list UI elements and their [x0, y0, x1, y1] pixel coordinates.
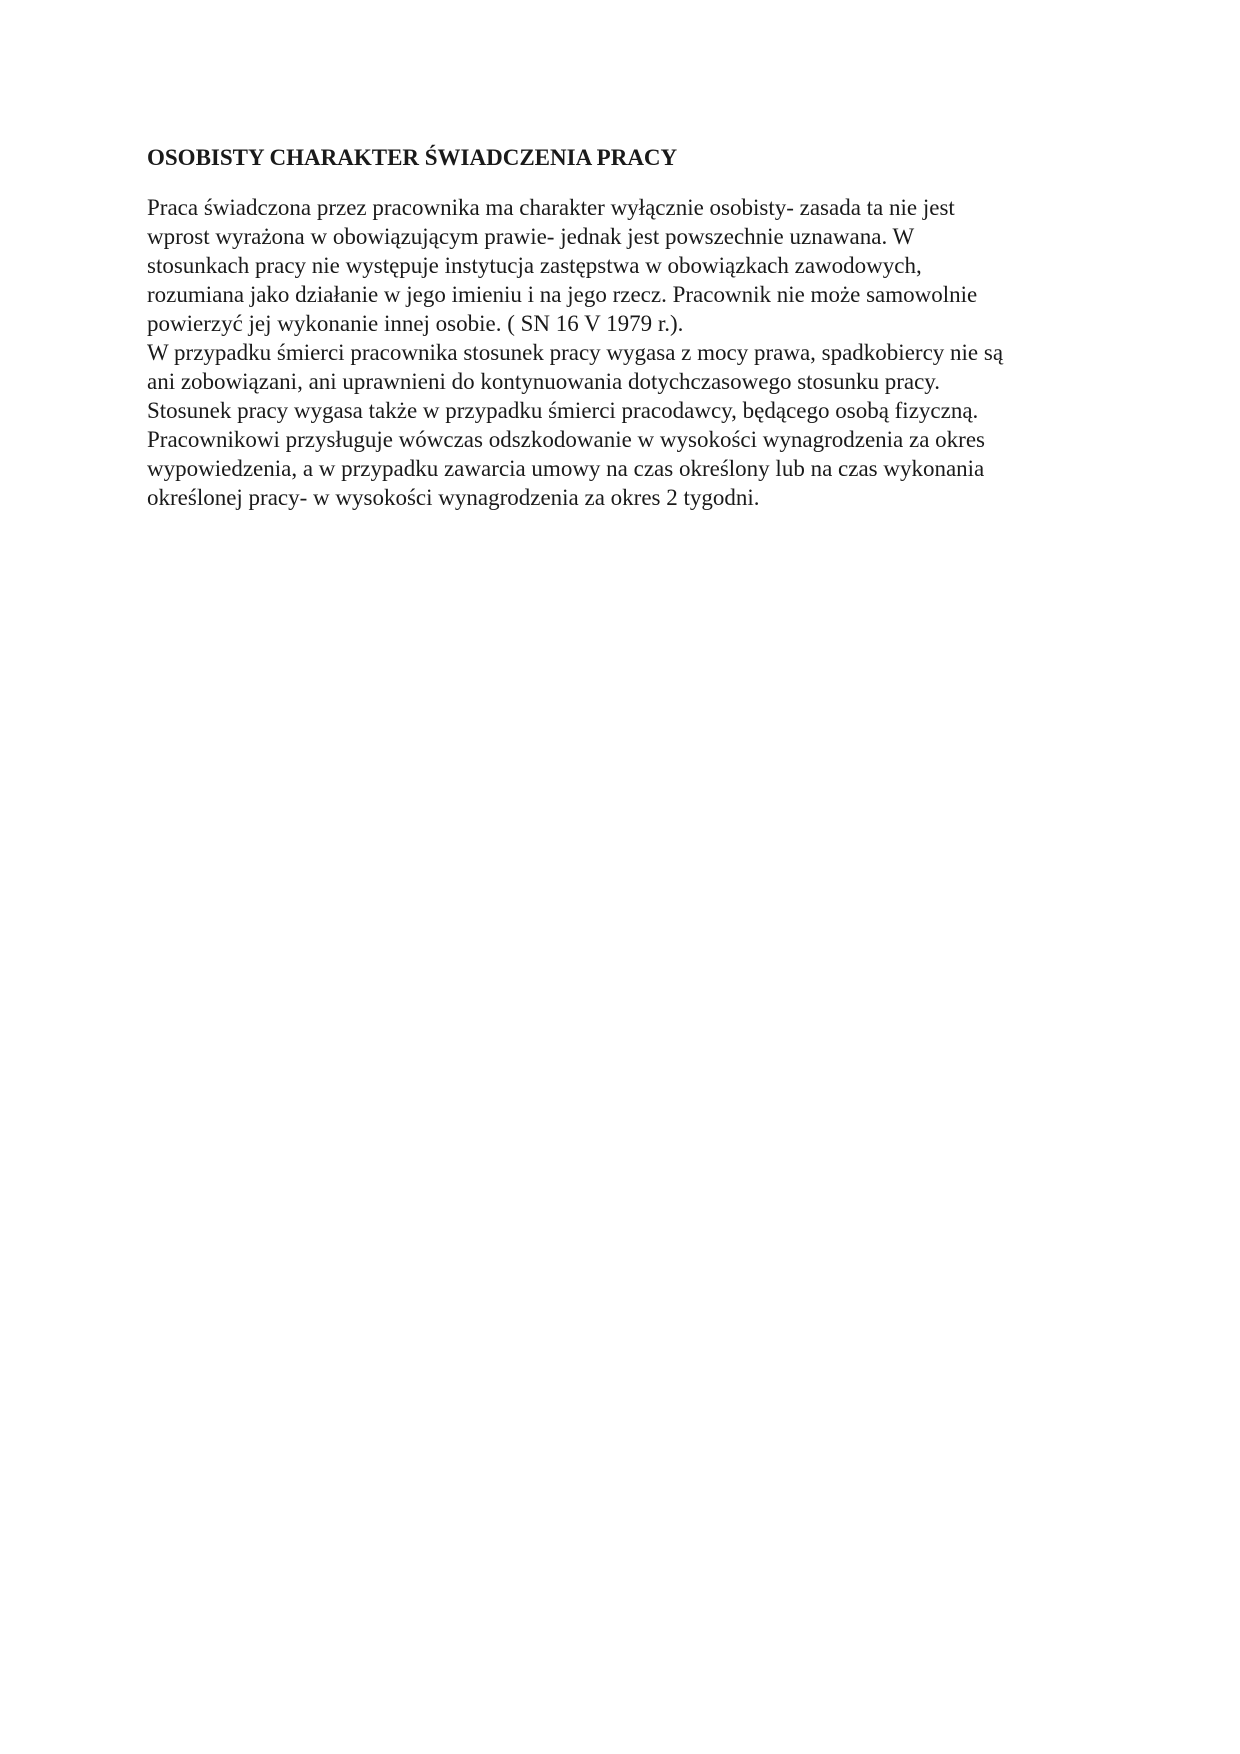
body-line: wypowiedzenia, a w przypadku zawarcia umowy na czas określony lub na czas wykonania	[147, 456, 985, 481]
body-line: wprost wyrażona w obowiązującym prawie- jednak jest powszechnie uznawana. W	[147, 224, 915, 249]
body-line: określonej pracy- w wysokości wynagrodzenia za okres 2 tygodni.	[147, 485, 760, 510]
body-line: powierzyć jej wykonanie innej osobie. ( SN 16 V 1979 r.).	[147, 311, 684, 336]
body-line: ani zobowiązani, ani uprawnieni do kontynuowania dotychczasowego stosunku pracy.	[147, 369, 941, 394]
body-line: W przypadku śmierci pracownika stosunek pracy wygasa z mocy prawa, spadkobiercy nie są	[147, 340, 1004, 365]
body-line: rozumiana jako działanie w jego imieniu i na jego rzecz. Pracownik nie może samowolnie	[147, 282, 978, 307]
body-line: Stosunek pracy wygasa także w przypadku śmierci pracodawcy, będącego osobą fizyczną.	[147, 398, 979, 423]
document-body	[147, 193, 1097, 512]
document-title: OSOBISTY CHARAKTER ŚWIADCZENIA PRACY	[147, 145, 678, 170]
body-line: Pracownikowi przysługuje wówczas odszkodowanie w wysokości wynagrodzenia za okres	[147, 427, 985, 452]
document-content	[147, 143, 1097, 512]
body-line: Praca świadczona przez pracownika ma charakter wyłącznie osobisty- zasada ta nie jest	[147, 195, 955, 220]
body-line: stosunkach pracy nie występuje instytucja zastępstwa w obowiązkach zawodowych,	[147, 253, 922, 278]
